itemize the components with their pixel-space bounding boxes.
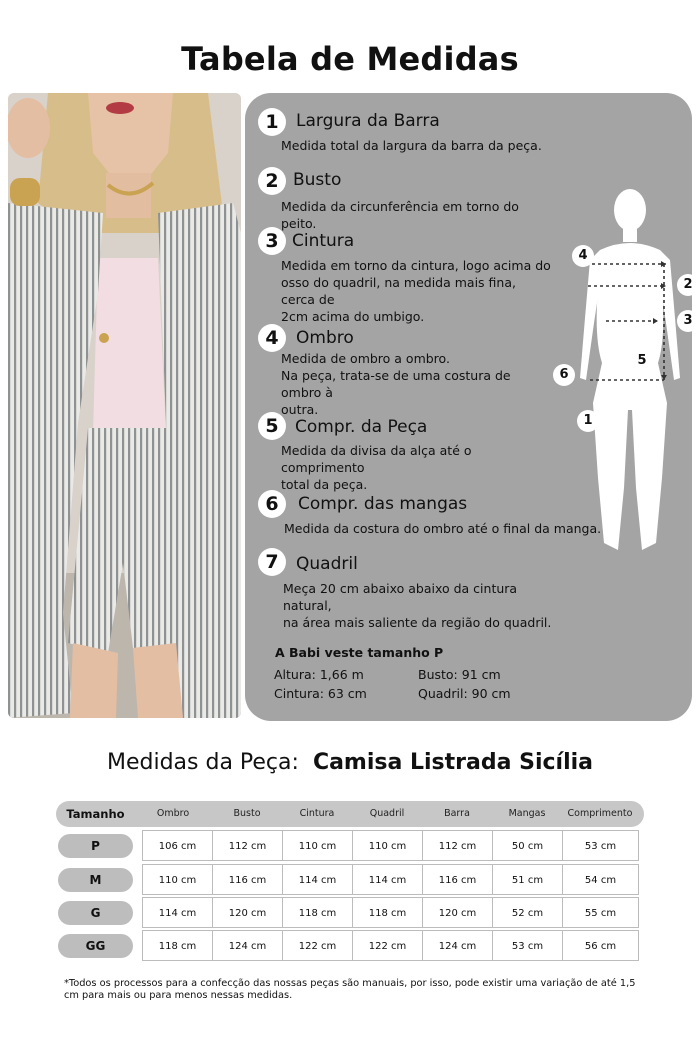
figure-marker: 4 <box>572 245 594 267</box>
item-number-badge: 5 <box>258 412 286 440</box>
page-title: Tabela de Medidas <box>181 40 519 78</box>
table-cell: 50 cm <box>492 830 563 861</box>
item-description: Medida da divisa da alça até o comprimento total da peça. <box>281 443 472 492</box>
figure-marker: 1 <box>577 410 599 432</box>
table-cell: 114 cm <box>282 864 353 895</box>
item-description: Medida da costura do ombro até o final da manga. <box>284 521 602 536</box>
item-description: Meça 20 cm abaixo abaixo da cintura natural, na área mais saliente da região do quadril. <box>283 581 552 630</box>
table-cell: 124 cm <box>422 930 493 961</box>
item-title: Busto <box>293 170 342 190</box>
table-cell: 122 cm <box>282 930 353 961</box>
size-label: P <box>58 834 133 858</box>
table-cell: 51 cm <box>492 864 563 895</box>
table-cell: 114 cm <box>142 897 213 928</box>
body-silhouette-figure <box>570 188 692 558</box>
table-header: Quadril <box>369 808 405 819</box>
item-number-badge: 6 <box>258 490 286 518</box>
table-header: Barra <box>444 808 470 819</box>
table-cell: 110 cm <box>282 830 353 861</box>
item-description: Medida total da largura da barra da peça. <box>281 138 542 153</box>
model-size-title: A Babi veste tamanho P <box>275 645 444 660</box>
item-number-badge: 4 <box>258 324 286 352</box>
table-cell: 112 cm <box>422 830 493 861</box>
table-cell: 53 cm <box>492 930 563 961</box>
figure-marker: 5 <box>637 353 647 368</box>
table-cell: 52 cm <box>492 897 563 928</box>
table-cell: 120 cm <box>422 897 493 928</box>
product-name: Camisa Listrada Sicília <box>312 750 594 775</box>
item-title: Cintura <box>292 231 355 251</box>
item-title: Compr. das mangas <box>298 494 468 514</box>
model-bust: Busto: 91 cm <box>418 667 501 682</box>
item-number-badge: 2 <box>258 167 286 195</box>
table-cell: 124 cm <box>212 930 283 961</box>
table-header: Ombro <box>156 808 190 819</box>
model-hip: Quadril: 90 cm <box>418 686 511 701</box>
figure-marker: 6 <box>553 364 575 386</box>
item-title: Ombro <box>296 328 354 348</box>
table-cell: 110 cm <box>142 864 213 895</box>
section-subtitle <box>0 750 700 775</box>
model-height: Altura: 1,66 m <box>274 667 364 682</box>
table-cell: 118 cm <box>282 897 353 928</box>
table-header: Busto <box>233 808 261 819</box>
figure-marker: 2 <box>677 274 699 296</box>
table-cell: 110 cm <box>352 830 423 861</box>
footnote: *Todos os processos para a confecção das nossas peças são manuais, por isso, pode existir uma variação de até 1,5 cm para mais ou para menos nessas medidas. <box>64 978 636 1001</box>
table-cell: 53 cm <box>562 830 639 861</box>
table-cell: 55 cm <box>562 897 639 928</box>
measurement-guide-card <box>245 93 692 721</box>
model-photo <box>8 93 241 718</box>
item-number-badge: 1 <box>258 108 286 136</box>
model-waist: Cintura: 63 cm <box>274 686 367 701</box>
item-number-badge: 3 <box>258 227 286 255</box>
table-cell: 120 cm <box>212 897 283 928</box>
item-number-badge: 7 <box>258 548 286 576</box>
item-title: Largura da Barra <box>296 111 440 131</box>
item-title: Compr. da Peça <box>295 417 428 437</box>
table-cell: 112 cm <box>212 830 283 861</box>
table-header: Mangas <box>508 808 546 819</box>
item-description: Medida de ombro a ombro. Na peça, trata-se de uma costura de ombro à outra. <box>281 351 511 417</box>
item-description: Medida em torno da cintura, logo acima do osso do quadril, na medida mais fina, cerca de 2cm acima do umbigo. <box>281 258 551 324</box>
item-description: Medida da circunferência em torno do peito. <box>281 199 519 231</box>
size-label: G <box>58 901 133 925</box>
table-cell: 122 cm <box>352 930 423 961</box>
table-cell: 118 cm <box>352 897 423 928</box>
item-title: Quadril <box>296 554 358 574</box>
subtitle-prefix: Medidas da Peça: <box>106 750 299 775</box>
table-header: Cintura <box>299 808 335 819</box>
size-label: M <box>58 868 133 892</box>
figure-marker: 3 <box>677 310 699 332</box>
table-cell: 116 cm <box>422 864 493 895</box>
table-header-size: Tamanho <box>66 807 125 821</box>
table-cell: 54 cm <box>562 864 639 895</box>
table-cell: 56 cm <box>562 930 639 961</box>
size-label: GG <box>58 934 133 958</box>
table-cell: 118 cm <box>142 930 213 961</box>
table-cell: 116 cm <box>212 864 283 895</box>
table-header: Comprimento <box>567 808 633 819</box>
table-cell: 106 cm <box>142 830 213 861</box>
table-cell: 114 cm <box>352 864 423 895</box>
